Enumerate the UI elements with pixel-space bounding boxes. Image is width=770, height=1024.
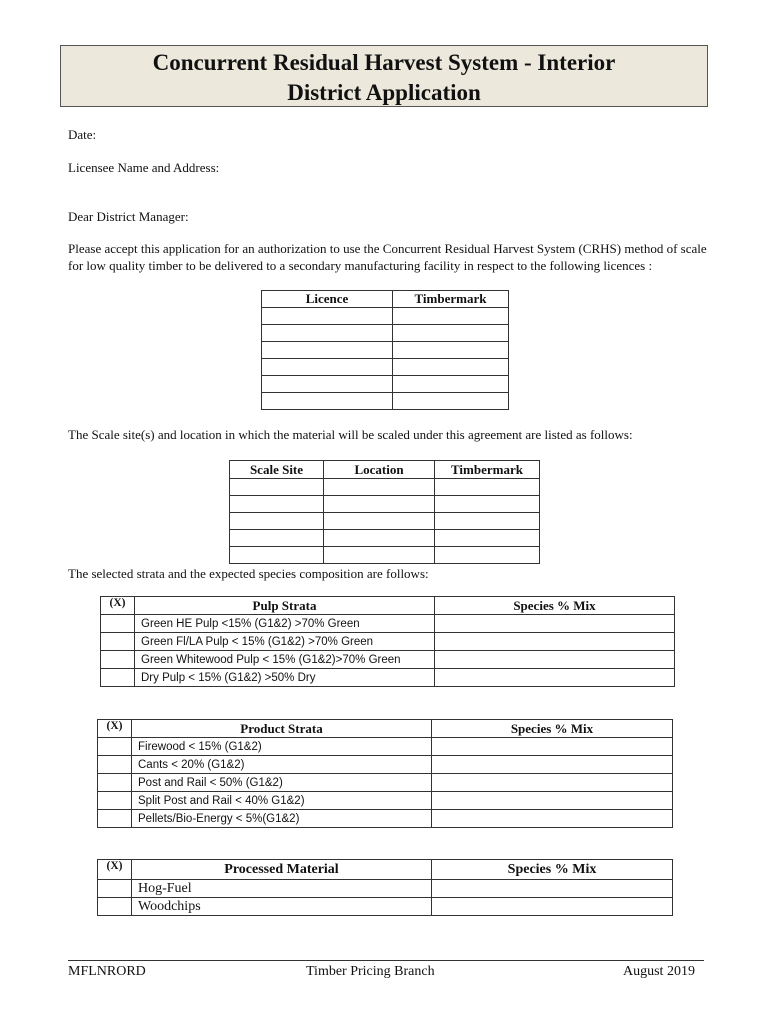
select-cell[interactable]	[98, 774, 132, 792]
strata-label: Green Fl/LA Pulp < 15% (G1&2) >70% Green	[135, 633, 435, 651]
table-row	[98, 738, 673, 756]
species-mix-header: Species % Mix	[435, 597, 675, 615]
table-row	[98, 774, 673, 792]
table-row	[101, 651, 675, 669]
licence-header: Licence	[262, 291, 393, 308]
table-row	[230, 479, 540, 496]
species-mix-cell[interactable]	[432, 810, 673, 828]
location-header: Location	[324, 461, 435, 479]
select-column-header: (X)	[98, 860, 132, 880]
table-row	[230, 496, 540, 513]
timbermark-cell[interactable]	[435, 479, 540, 496]
footer-ministry: MFLNRORD	[68, 964, 146, 979]
select-cell[interactable]	[101, 651, 135, 669]
location-cell[interactable]	[324, 496, 435, 513]
footer-date: August 2019	[623, 964, 695, 979]
product-strata-header: Product Strata	[132, 720, 432, 738]
strata-label: Post and Rail < 50% (G1&2)	[132, 774, 432, 792]
scale-intro: The Scale site(s) and location in which the material will be scaled under this agreement are listed as follows:	[68, 427, 633, 442]
timbermark-cell[interactable]	[393, 325, 509, 342]
licence-cell[interactable]	[262, 308, 393, 325]
licensee-label: Licensee Name and Address:	[68, 160, 220, 175]
species-mix-cell[interactable]	[435, 633, 675, 651]
location-cell[interactable]	[324, 479, 435, 496]
select-cell[interactable]	[98, 792, 132, 810]
timbermark-cell[interactable]	[393, 342, 509, 359]
scale-site-header: Scale Site	[230, 461, 324, 479]
material-label: Woodchips	[132, 898, 432, 916]
table-row	[230, 547, 540, 564]
species-mix-cell[interactable]	[435, 669, 675, 687]
table-row	[101, 615, 675, 633]
title-line-1: Concurrent Residual Harvest System - Interior	[152, 50, 616, 75]
table-row	[262, 376, 509, 393]
intro-paragraph: Please accept this application for an authorization to use the Concurrent Residual Harvest System (CRHS) method of scale for low quality timber to be delivered to a secondary manufacturing facility in respect to the following licences :	[68, 241, 707, 273]
table-row	[230, 513, 540, 530]
select-column-header: (X)	[98, 720, 132, 738]
product-strata-table	[97, 719, 673, 828]
species-mix-cell[interactable]	[432, 756, 673, 774]
table-row	[262, 325, 509, 342]
licence-table	[261, 290, 509, 410]
location-cell[interactable]	[324, 547, 435, 564]
table-row	[262, 359, 509, 376]
processed-material-header: Processed Material	[132, 860, 432, 880]
select-cell[interactable]	[98, 880, 132, 898]
date-label: Date:	[68, 127, 97, 142]
species-mix-cell[interactable]	[432, 738, 673, 756]
table-row	[98, 792, 673, 810]
licence-cell[interactable]	[262, 376, 393, 393]
material-label: Hog-Fuel	[132, 880, 432, 898]
scale-site-cell[interactable]	[230, 496, 324, 513]
strata-label: Pellets/Bio-Energy < 5%(G1&2)	[132, 810, 432, 828]
species-mix-header: Species % Mix	[432, 860, 673, 880]
select-cell[interactable]	[98, 810, 132, 828]
licence-cell[interactable]	[262, 359, 393, 376]
select-cell[interactable]	[101, 615, 135, 633]
timbermark-cell[interactable]	[435, 530, 540, 547]
pulp-strata-table	[100, 596, 675, 687]
table-row	[262, 393, 509, 410]
pulp-strata-header: Pulp Strata	[135, 597, 435, 615]
strata-label: Firewood < 15% (G1&2)	[132, 738, 432, 756]
timbermark-cell[interactable]	[393, 359, 509, 376]
document-title	[60, 45, 708, 107]
location-cell[interactable]	[324, 513, 435, 530]
strata-label: Dry Pulp < 15% (G1&2) >50% Dry	[135, 669, 435, 687]
species-mix-cell[interactable]	[432, 774, 673, 792]
table-row	[98, 810, 673, 828]
species-mix-cell[interactable]	[432, 880, 673, 898]
species-mix-header: Species % Mix	[432, 720, 673, 738]
table-row	[98, 756, 673, 774]
footer-branch: Timber Pricing Branch	[306, 964, 435, 979]
title-line-2: District Application	[287, 80, 481, 105]
select-cell[interactable]	[98, 756, 132, 774]
scale-site-cell[interactable]	[230, 479, 324, 496]
salutation: Dear District Manager:	[68, 209, 189, 224]
timbermark-header: Timbermark	[435, 461, 540, 479]
table-row	[262, 342, 509, 359]
licence-cell[interactable]	[262, 342, 393, 359]
strata-label: Green HE Pulp <15% (G1&2) >70% Green	[135, 615, 435, 633]
species-mix-cell[interactable]	[432, 792, 673, 810]
timbermark-cell[interactable]	[435, 513, 540, 530]
licence-cell[interactable]	[262, 393, 393, 410]
scale-site-cell[interactable]	[230, 513, 324, 530]
timbermark-cell[interactable]	[435, 496, 540, 513]
species-mix-cell[interactable]	[435, 615, 675, 633]
species-mix-cell[interactable]	[435, 651, 675, 669]
licence-cell[interactable]	[262, 325, 393, 342]
scale-site-cell[interactable]	[230, 530, 324, 547]
timbermark-cell[interactable]	[393, 393, 509, 410]
processed-material-table	[97, 859, 673, 916]
timbermark-cell[interactable]	[393, 376, 509, 393]
select-cell[interactable]	[101, 669, 135, 687]
species-mix-cell[interactable]	[432, 898, 673, 916]
table-row	[230, 530, 540, 547]
select-cell[interactable]	[101, 633, 135, 651]
scale-site-cell[interactable]	[230, 547, 324, 564]
select-column-header: (X)	[101, 597, 135, 615]
table-row	[101, 633, 675, 651]
timbermark-cell[interactable]	[435, 547, 540, 564]
table-row	[101, 669, 675, 687]
strata-intro: The selected strata and the expected species composition are follows:	[68, 566, 429, 581]
scale-site-table	[229, 460, 540, 564]
timbermark-header: Timbermark	[393, 291, 509, 308]
select-cell[interactable]	[98, 898, 132, 916]
strata-label: Split Post and Rail < 40% G1&2)	[132, 792, 432, 810]
footer-divider	[68, 960, 704, 961]
select-cell[interactable]	[98, 738, 132, 756]
location-cell[interactable]	[324, 530, 435, 547]
strata-label: Cants < 20% (G1&2)	[132, 756, 432, 774]
timbermark-cell[interactable]	[393, 308, 509, 325]
table-row	[98, 898, 673, 916]
strata-label: Green Whitewood Pulp < 15% (G1&2)>70% Green	[135, 651, 435, 669]
table-row	[262, 308, 509, 325]
table-row	[98, 880, 673, 898]
